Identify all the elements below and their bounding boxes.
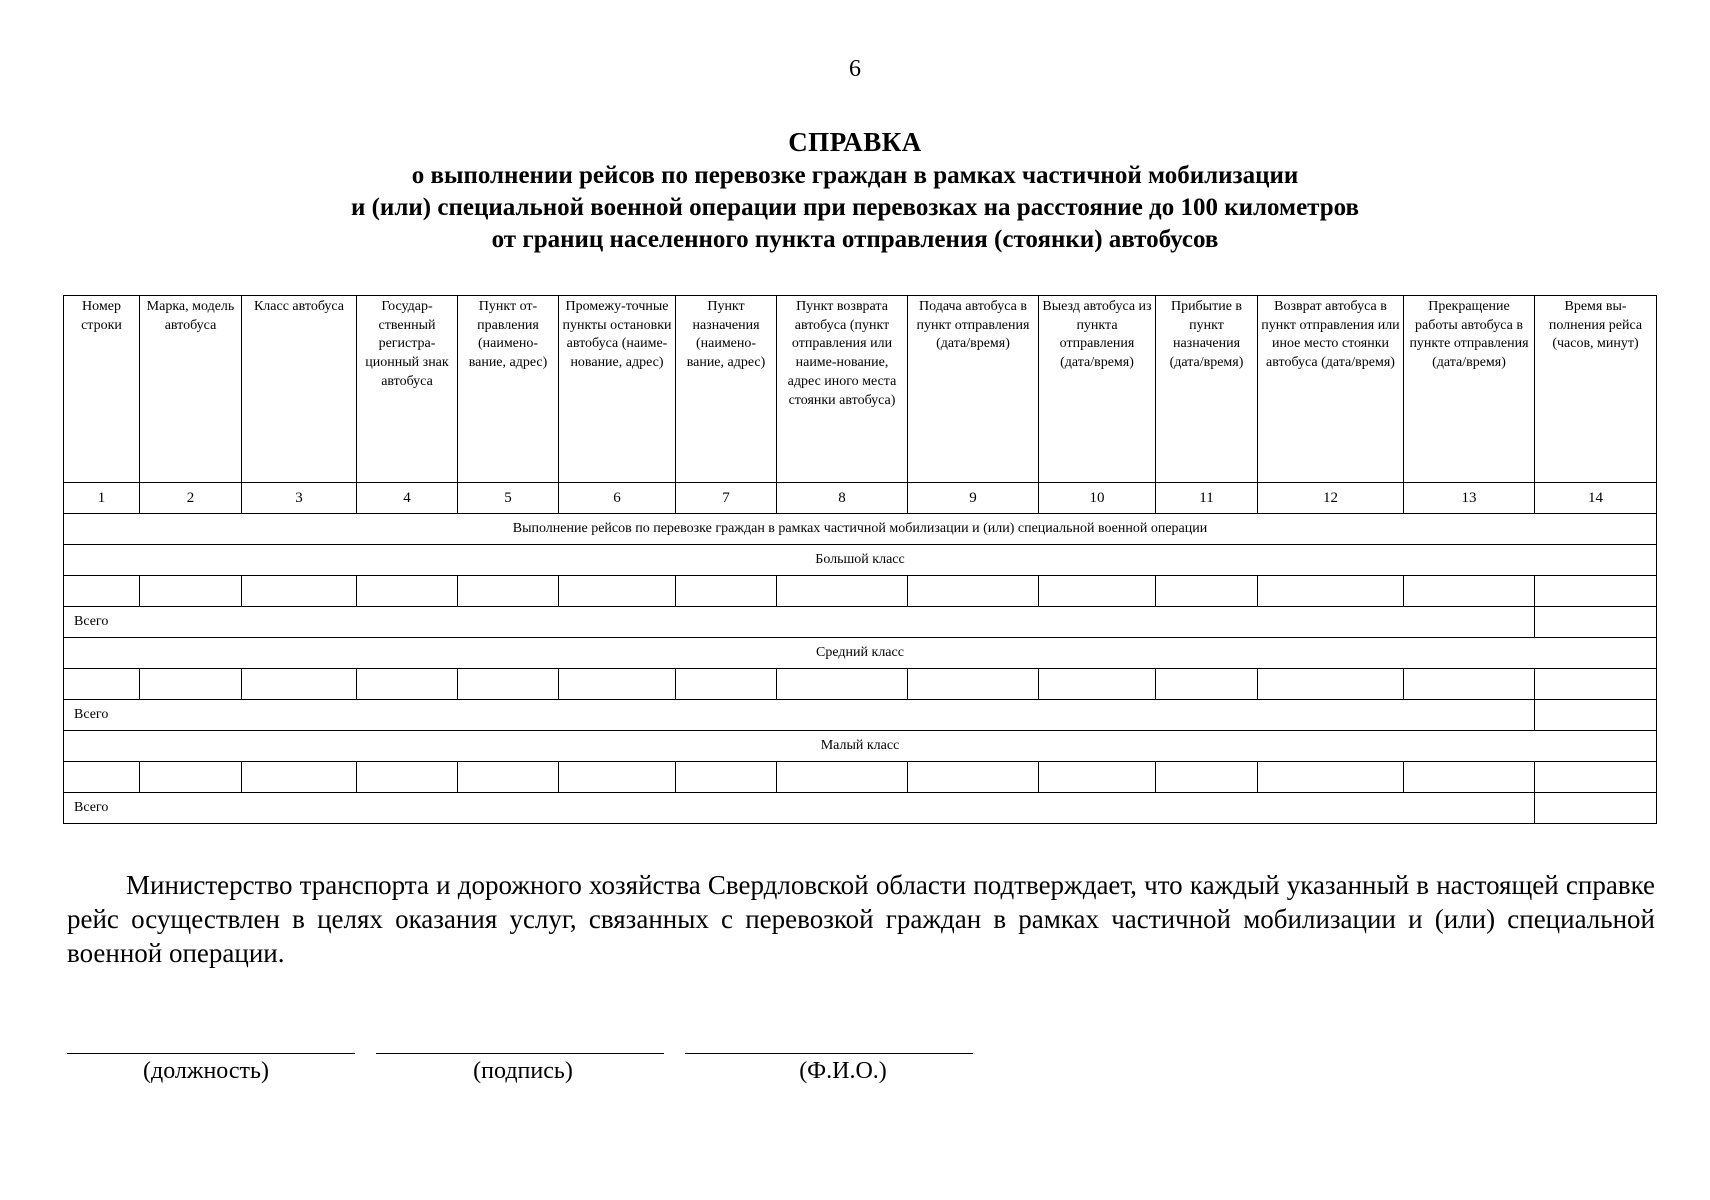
column-header: Пункт от-правления (наимено-вание, адрес) [458, 296, 559, 483]
table-cell[interactable] [1535, 669, 1657, 700]
table-cell[interactable] [357, 576, 458, 607]
total-label: Всего [64, 793, 1535, 824]
table-header-row [64, 296, 1657, 483]
full-name-signature-line[interactable] [685, 1053, 973, 1054]
table-cell[interactable] [559, 576, 676, 607]
column-number: 2 [140, 483, 242, 514]
table-cell[interactable] [140, 669, 242, 700]
table-cell[interactable] [908, 669, 1039, 700]
signature-caption: (подпись) [473, 1058, 573, 1084]
class-heading-medium: Средний класс [64, 638, 1657, 669]
confirmation-paragraph: Министерство транспорта и дорожного хозяйства Свердловской области подтверждает, что каждый указанный в настоящей справке рейс осуществлен в целях оказания услуг, связанных с перевозкой граждан в рамках частичной мобилизации и (или) специальной военной операции. [67, 870, 1655, 968]
class-heading-small: Малый класс [64, 731, 1657, 762]
table-cell[interactable] [458, 669, 559, 700]
table-cell[interactable] [777, 762, 908, 793]
table-cell[interactable] [242, 762, 357, 793]
table-cell[interactable] [357, 762, 458, 793]
position-signature-line[interactable] [67, 1053, 355, 1054]
table-cell[interactable] [357, 669, 458, 700]
document-subtitle-line-1: о выполнении рейсов по перевозке граждан в рамках частичной мобилизации [411, 162, 1299, 189]
page-number: 6 [849, 56, 861, 82]
column-header: Время вы-полнения рейса (часов, минут) [1535, 296, 1657, 483]
table-cell[interactable] [1404, 669, 1535, 700]
total-row [64, 793, 1657, 824]
column-number: 1 [64, 483, 140, 514]
table-cell[interactable] [1039, 762, 1156, 793]
table-cell[interactable] [1535, 576, 1657, 607]
table-cell[interactable] [64, 669, 140, 700]
column-header: Марка, модель автобуса [140, 296, 242, 483]
column-header: Возврат автобуса в пункт отправления или иное место стоянки автобуса (дата/время) [1258, 296, 1404, 483]
column-number: 7 [676, 483, 777, 514]
table-cell[interactable] [242, 669, 357, 700]
table-cell[interactable] [1039, 576, 1156, 607]
table-cell[interactable] [64, 762, 140, 793]
table-cell[interactable] [242, 576, 357, 607]
class-heading-large: Большой класс [64, 545, 1657, 576]
table-cell[interactable] [140, 576, 242, 607]
table-cell[interactable] [676, 762, 777, 793]
column-number: 5 [458, 483, 559, 514]
table-cell[interactable] [458, 762, 559, 793]
table-cell[interactable] [458, 576, 559, 607]
column-number: 3 [242, 483, 357, 514]
table-row [64, 576, 1657, 607]
column-number: 8 [777, 483, 908, 514]
section-title: Выполнение рейсов по перевозке граждан в рамках частичной мобилизации и (или) специальной военной операции [64, 514, 1657, 545]
column-number: 11 [1156, 483, 1258, 514]
column-number: 9 [908, 483, 1039, 514]
table-cell[interactable] [559, 762, 676, 793]
total-row [64, 700, 1657, 731]
column-number: 10 [1039, 483, 1156, 514]
table-cell[interactable] [1258, 669, 1404, 700]
table-cell[interactable] [1258, 762, 1404, 793]
column-header: Прекращение работы автобуса в пункте отправления (дата/время) [1404, 296, 1535, 483]
class-heading-row [64, 638, 1657, 669]
table-cell[interactable] [1156, 669, 1258, 700]
column-header: Номер строки [64, 296, 140, 483]
total-value-cell[interactable] [1535, 700, 1657, 731]
column-number: 6 [559, 483, 676, 514]
table-cell[interactable] [908, 762, 1039, 793]
total-value-cell[interactable] [1535, 793, 1657, 824]
table-cell[interactable] [777, 576, 908, 607]
table-cell[interactable] [64, 576, 140, 607]
document-subtitle-line-2: и (или) специальной военной операции при перевозках на расстояние до 100 километров [350, 194, 1360, 221]
table-cell[interactable] [559, 669, 676, 700]
column-header: Государ-ственный регистра-ционный знак автобуса [357, 296, 458, 483]
full-name-caption: (Ф.И.О.) [799, 1058, 887, 1084]
table-row [64, 762, 1657, 793]
position-caption: (должность) [143, 1058, 269, 1084]
table-cell[interactable] [908, 576, 1039, 607]
table-cell[interactable] [1156, 576, 1258, 607]
table-cell[interactable] [1039, 669, 1156, 700]
column-header: Подача автобуса в пункт отправления (дата/время) [908, 296, 1039, 483]
table-row [64, 669, 1657, 700]
table-cell[interactable] [1156, 762, 1258, 793]
class-heading-row [64, 731, 1657, 762]
total-row [64, 607, 1657, 638]
table-cell[interactable] [1404, 576, 1535, 607]
table-cell[interactable] [1535, 762, 1657, 793]
total-value-cell[interactable] [1535, 607, 1657, 638]
total-label: Всего [64, 607, 1535, 638]
column-header: Класс автобуса [242, 296, 357, 483]
table-cell[interactable] [1258, 576, 1404, 607]
section-title-row [64, 514, 1657, 545]
table-cell[interactable] [777, 669, 908, 700]
column-number-row [64, 483, 1657, 514]
column-number: 14 [1535, 483, 1657, 514]
column-header: Пункт назначения (наимено-вание, адрес) [676, 296, 777, 483]
table-cell[interactable] [140, 762, 242, 793]
column-number: 13 [1404, 483, 1535, 514]
total-label: Всего [64, 700, 1535, 731]
document-title-block [0, 124, 1710, 256]
table-cell[interactable] [676, 669, 777, 700]
column-number: 12 [1258, 483, 1404, 514]
document-subtitle-line-3: от границ населенного пункта отправления (стоянки) автобусов [491, 226, 1219, 253]
column-header: Промежу-точные пункты остановки автобуса (наиме-нование, адрес) [559, 296, 676, 483]
table-cell[interactable] [1404, 762, 1535, 793]
column-header: Выезд автобуса из пункта отправления (дата/время) [1039, 296, 1156, 483]
signature-line[interactable] [376, 1053, 664, 1054]
column-header: Пункт возврата автобуса (пункт отправления или наиме-нование, адрес иного места стоянки автобуса) [777, 296, 908, 483]
report-table [63, 295, 1657, 824]
table-cell[interactable] [676, 576, 777, 607]
document-title: СПРАВКА [788, 127, 922, 157]
column-header: Прибытие в пункт назначения (дата/время) [1156, 296, 1258, 483]
column-number: 4 [357, 483, 458, 514]
class-heading-row [64, 545, 1657, 576]
